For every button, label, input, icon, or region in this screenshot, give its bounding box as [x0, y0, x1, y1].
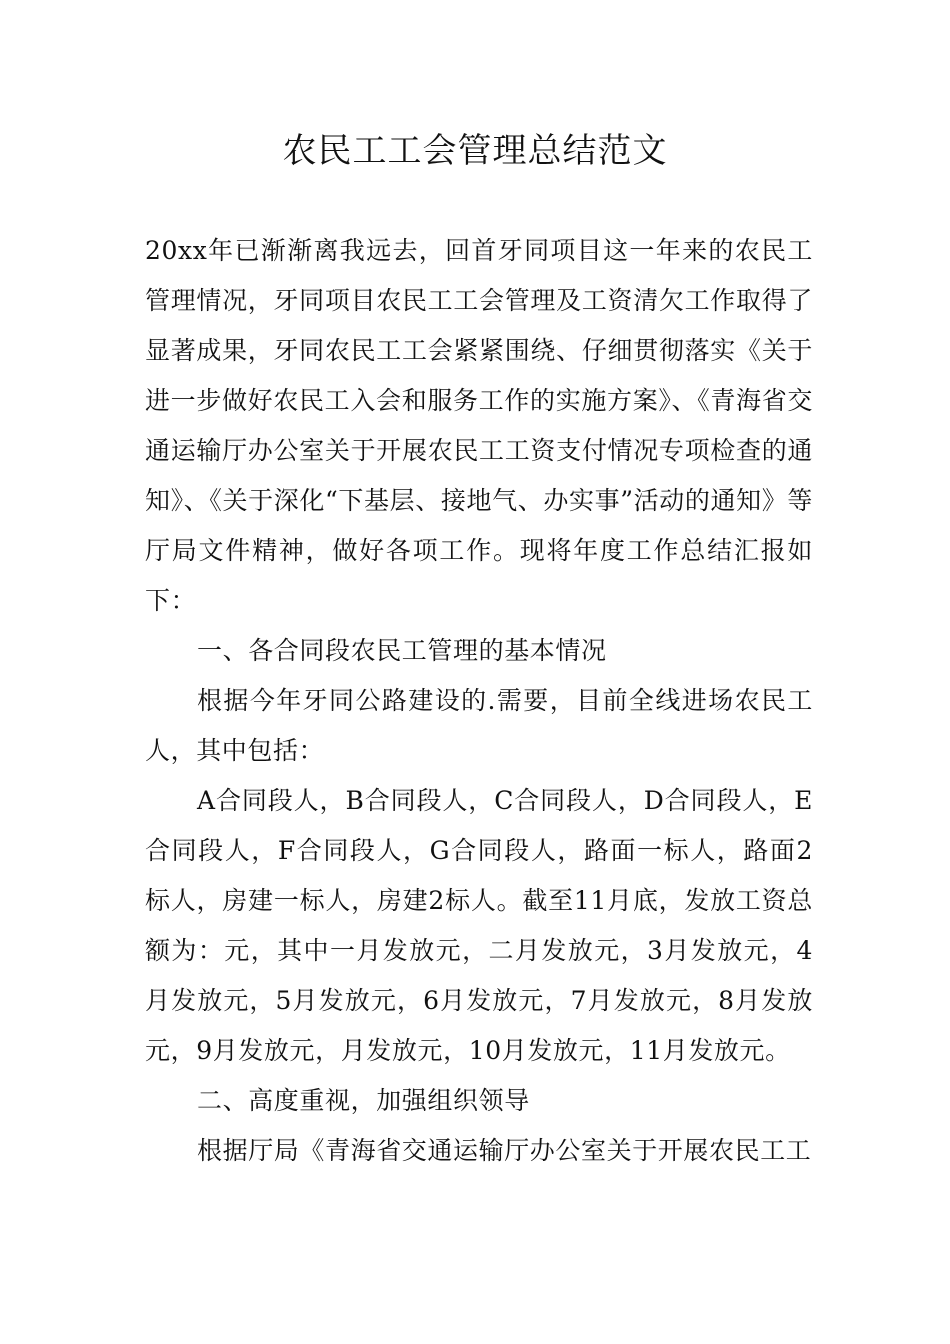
document-body [145, 226, 813, 1176]
paragraph-contract-sections: A合同段人，B合同段人，C合同段人，D合同段人，E合同段人，F合同段人，G合同段人，路面一标人，路面2标人，房建一标人，房建2标人。截至11月底，发放工资总额为：元，其中一月发放元，二月发放元，3月发放元，4月发放元，5月发放元，6月发放元，7月发放元，8月发放元，9月发放元，月发放元，10月发放元，11月发放元。 [145, 786, 813, 1065]
paragraph-leadership: 根据厅局《青海省交通运输厅办公室关于开展农民工工 [197, 1136, 812, 1165]
section-heading-1: 一、各合同段农民工管理的基本情况 [197, 636, 607, 665]
document-title: 农民工工会管理总结范文 [282, 131, 668, 171]
section-heading-2: 二、高度重视，加强组织领导 [197, 1086, 530, 1115]
paragraph-workers-total: 根据今年牙同公路建设的.需要，目前全线进场农民工人，其中包括： [145, 686, 813, 765]
paragraph-intro: 20xx年已渐渐离我远去，回首牙同项目这一年来的农民工管理情况，牙同项目农民工工会管理及工资清欠工作取得了显著成果，牙同农民工工会紧紧围绕、仔细贯彻落实《关于进一步做好农民工入会和服务工作的实施方案》、《青海省交通运输厅办公室关于开展农民工工资支付情况专项检查的通知》、《关于深化“下基层、接地气、办实事”活动的通知》等厅局文件精神，做好各项工作。现将年度工作总结汇报如下： [145, 236, 813, 615]
